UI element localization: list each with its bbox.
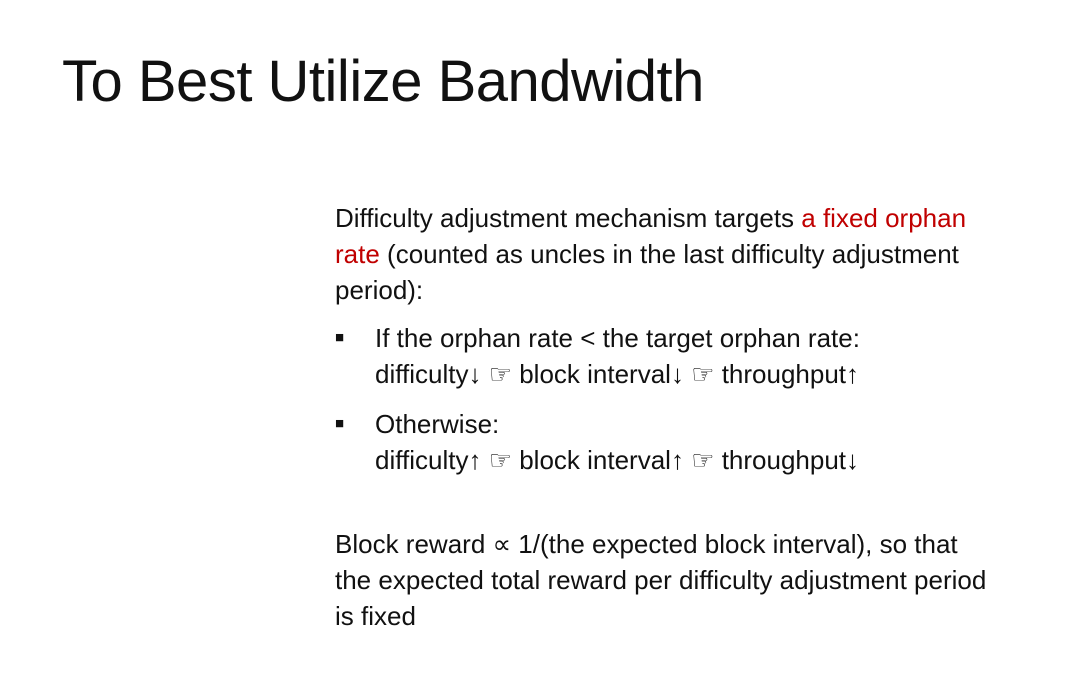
intro-text-tail: period): [335,275,424,305]
intro-highlight-start: a fixed orphan [801,203,967,233]
footer-line-3: is fixed [335,601,416,631]
footer-line-2: the expected total reward per difficulty adjustment period [335,565,987,595]
footer-line-1: Block reward ∝ 1/(the expected block interval), so that [335,529,958,559]
intro-line-1 [335,200,1055,236]
bullet-text [375,406,1055,478]
bullet-item-orphan-rate [335,320,1055,392]
intro-text-prefix: Difficulty adjustment mechanism targets [335,203,802,233]
bullet-text [375,320,1055,392]
bullet-effect: difficulty↑ ☞ block interval↑ ☞ throughput↓ [375,445,860,475]
bullet-list [335,320,1055,478]
slide-title: To Best Utilize Bandwidth [62,49,704,114]
bullet-square-icon: ■ [335,415,345,432]
intro-text-suffix: (counted as uncles in the last difficulty adjustment [379,239,959,269]
bullet-effect: difficulty↓ ☞ block interval↓ ☞ throughput↑ [375,359,860,389]
footer-paragraph [335,526,1055,634]
bullet-condition: If the orphan rate < the target orphan rate: [375,323,860,353]
intro-paragraph [335,200,1055,308]
intro-line-2 [335,236,1055,272]
intro-line-3 [335,272,1055,308]
intro-highlight-end: rate [335,239,380,269]
bullet-square-icon: ■ [335,329,345,346]
bullet-condition: Otherwise: [375,409,500,439]
bullet-item-otherwise [335,406,1055,478]
slide-body [335,200,1055,634]
